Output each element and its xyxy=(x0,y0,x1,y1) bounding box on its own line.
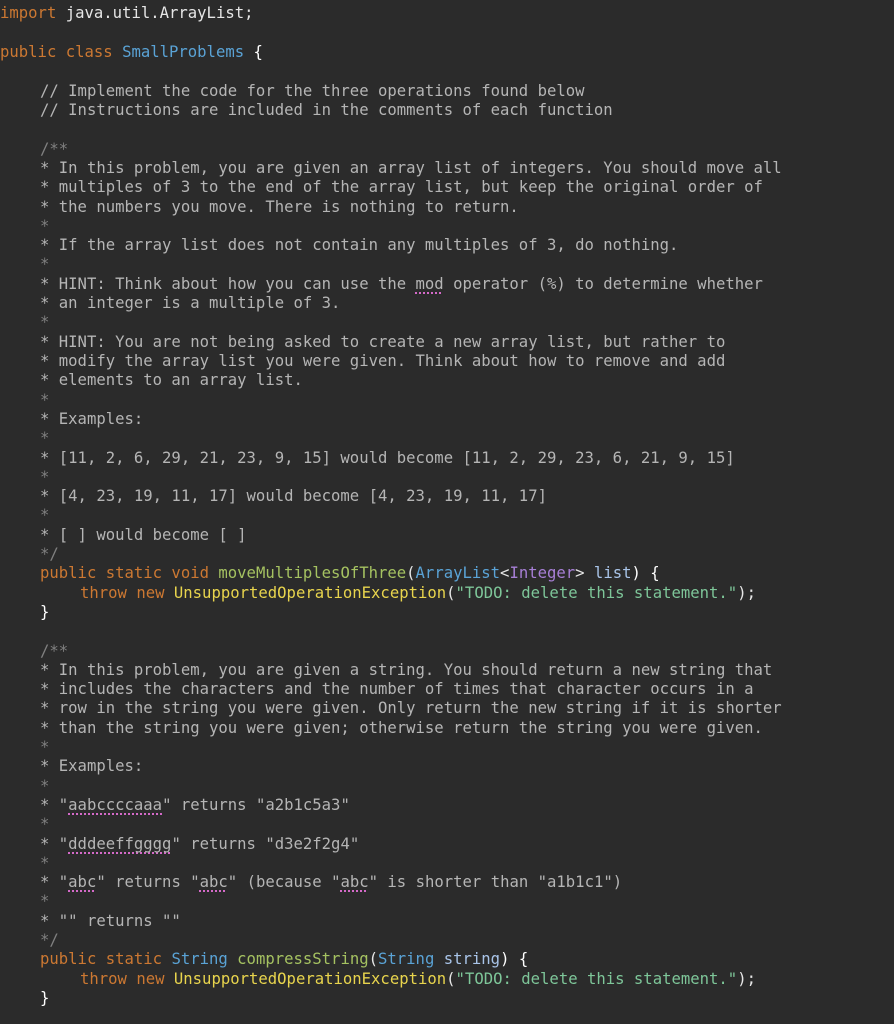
doc-comment-line: * multiples of 3 to the end of the array list, but keep the original order of xyxy=(40,178,763,196)
doc-comment-close: */ xyxy=(40,545,59,563)
method-signature xyxy=(0,950,528,969)
method-signature xyxy=(0,564,660,583)
doc-comment-line: * xyxy=(40,854,50,872)
doc-comment-line: * the numbers you move. There is nothing to return. xyxy=(40,198,519,216)
space xyxy=(228,950,237,968)
doc-comment-close: */ xyxy=(40,931,59,949)
paren: ( xyxy=(446,970,456,988)
doc-comment-line: * xyxy=(40,391,50,409)
keyword: throw new xyxy=(80,584,174,602)
text: " is shorter than "a1b1c1") xyxy=(368,873,623,891)
doc-comment-line: * than the string you were given; otherwise return the string you were given. xyxy=(40,719,763,737)
doc-comment-line: * "" returns "" xyxy=(40,912,181,930)
doc-comment-line: * xyxy=(40,777,50,795)
angle-bracket: < xyxy=(500,564,510,582)
paren: ); xyxy=(737,584,756,602)
doc-comment-line: * In this problem, you are given an array list of integers. You should move all xyxy=(40,159,782,177)
throw-statement xyxy=(0,584,756,603)
paren: ( xyxy=(446,584,456,602)
exception-class: UnsupportedOperationException xyxy=(173,584,447,602)
exception-class: UnsupportedOperationException xyxy=(173,970,447,988)
doc-comment-line: * xyxy=(40,738,50,756)
doc-comment-line xyxy=(0,835,359,854)
closing-brace: } xyxy=(40,603,50,621)
text: " returns "d3e2f2g4" xyxy=(171,835,360,853)
text: * " xyxy=(40,796,69,814)
type-name: String xyxy=(378,950,435,968)
brace: ) { xyxy=(500,950,529,968)
doc-comment-line: * elements to an array list. xyxy=(40,371,303,389)
doc-comment-line: * xyxy=(40,506,50,524)
keyword: public static xyxy=(40,950,172,968)
closing-brace: } xyxy=(40,989,50,1007)
doc-comment-line xyxy=(0,873,622,892)
doc-comment-line: * Examples: xyxy=(40,757,144,775)
doc-comment-line: * [ ] would become [ ] xyxy=(40,526,247,544)
paren: ( xyxy=(406,564,416,582)
spelling-squiggle: abc xyxy=(199,873,228,891)
method-name: moveMultiplesOfThree xyxy=(218,564,407,582)
doc-comment-line: * row in the string you were given. Only return the new string if it is shorter xyxy=(40,699,782,717)
doc-comment-line: * includes the characters and the number of times that character occurs in a xyxy=(40,680,754,698)
class-declaration xyxy=(0,43,263,62)
text: * " xyxy=(40,835,69,853)
doc-comment-line: * xyxy=(40,255,50,273)
import-path: java.util.ArrayList; xyxy=(56,4,254,22)
keyword: public static void xyxy=(40,564,219,582)
string-literal: "TODO: delete this statement." xyxy=(455,584,738,602)
text: * " xyxy=(40,873,69,891)
spelling-squiggle: mod xyxy=(415,275,444,293)
keyword: public class xyxy=(0,43,123,61)
doc-comment-line: * [4, 23, 19, 11, 17] would become [4, 23, 19, 11, 17] xyxy=(40,487,547,505)
doc-comment-open: /** xyxy=(40,140,69,158)
generic-type: Integer xyxy=(509,564,576,582)
return-type: String xyxy=(171,950,228,968)
doc-comment-line xyxy=(0,275,763,294)
text: " (because " xyxy=(227,873,341,891)
keyword: throw new xyxy=(80,970,174,988)
paren: ); xyxy=(737,970,756,988)
doc-comment-line: * Examples: xyxy=(40,410,144,428)
keyword: import xyxy=(0,4,57,22)
paren: ( xyxy=(368,950,378,968)
parameter: string xyxy=(434,950,501,968)
text: operator (%) to determine whether xyxy=(443,275,763,293)
comment-line: // Implement the code for the three operations found below xyxy=(40,82,585,100)
angle-bracket: > xyxy=(575,564,585,582)
parameter: list xyxy=(584,564,632,582)
type-name: ArrayList xyxy=(415,564,501,582)
throw-statement xyxy=(0,970,756,989)
comment-line: // Instructions are included in the comments of each function xyxy=(40,101,613,119)
doc-comment-line: * If the array list does not contain any multiples of 3, do nothing. xyxy=(40,236,679,254)
string-literal: "TODO: delete this statement." xyxy=(455,970,738,988)
text: * HINT: Think about how you can use the xyxy=(40,275,416,293)
brace: ) { xyxy=(631,564,660,582)
text: " returns "a2b1c5a3" xyxy=(162,796,350,814)
doc-comment-open: /** xyxy=(40,642,69,660)
doc-comment-line: * xyxy=(40,468,50,486)
doc-comment-line: * [11, 2, 6, 29, 21, 23, 9, 15] would become [11, 2, 29, 23, 6, 21, 9, 15] xyxy=(40,449,735,467)
spelling-squiggle: abc xyxy=(68,873,97,891)
doc-comment-line: * xyxy=(40,815,50,833)
doc-comment-line: * In this problem, you are given a string. You should return a new string that xyxy=(40,661,773,679)
spelling-squiggle: dddeeffgggg xyxy=(68,835,172,853)
brace: { xyxy=(244,43,263,61)
doc-comment-line xyxy=(0,796,350,815)
spelling-squiggle: aabccccaaa xyxy=(68,796,163,814)
doc-comment-line: * HINT: You are not being asked to create a new array list, but rather to xyxy=(40,333,726,351)
doc-comment-line: * xyxy=(40,429,50,447)
doc-comment-line: * an integer is a multiple of 3. xyxy=(40,294,341,312)
doc-comment-line: * xyxy=(40,892,50,910)
method-name: compressString xyxy=(237,950,369,968)
doc-comment-line: * xyxy=(40,217,50,235)
doc-comment-line: * modify the array list you were given. Think about how to remove and add xyxy=(40,352,726,370)
doc-comment-line: * xyxy=(40,313,50,331)
spelling-squiggle: abc xyxy=(340,873,369,891)
class-name: SmallProblems xyxy=(122,43,245,61)
text: " returns " xyxy=(96,873,200,891)
import-line xyxy=(0,4,254,23)
